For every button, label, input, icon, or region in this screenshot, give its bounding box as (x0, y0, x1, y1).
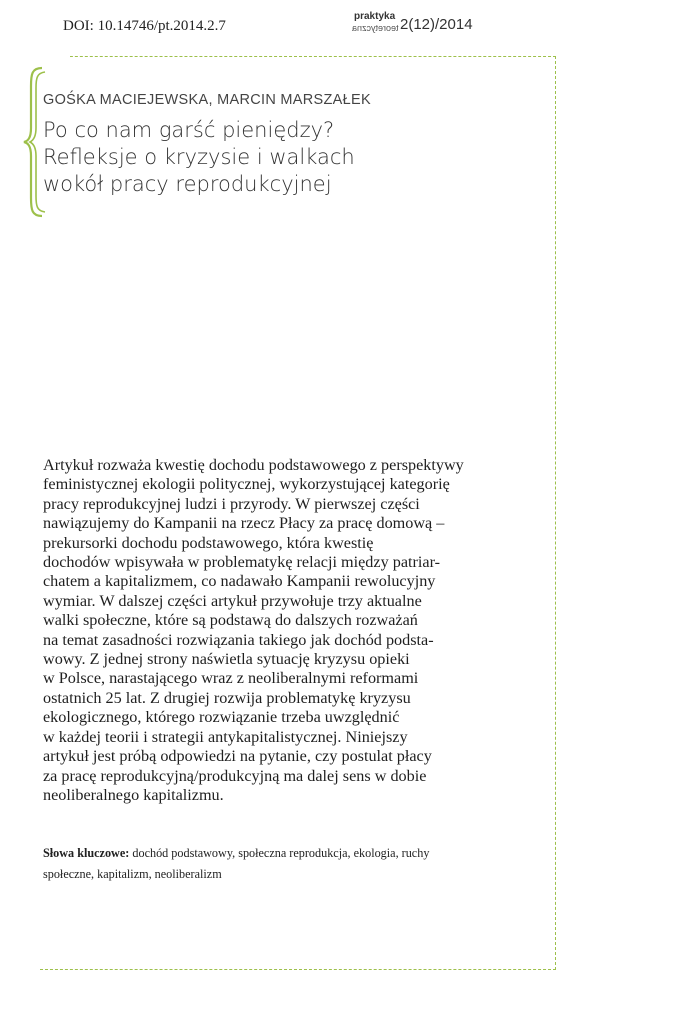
abstract-line: na temat zasadności rozwiązania takiego jak dochód podsta- (43, 630, 434, 649)
abstract-line: w każdej teorii i strategii antykapitalistycznej. Niniejszy (43, 727, 408, 746)
abstract-line: feministycznej ekologii politycznej, wykorzystującej kategorię (43, 475, 450, 494)
abstract-line: prekursorki dochodu podstawowego, która kwestię (43, 533, 374, 552)
abstract-line: ostatnich 25 lat. Z drugiej rozwija problematykę kryzysu (43, 688, 411, 707)
abstract-line: pracy reprodukcyjnej ludzi i przyrody. W pierwszej części (43, 494, 420, 513)
abstract-line: artykuł jest próbą odpowiedzi na pytanie, czy postulat płacy (43, 747, 432, 766)
doi-label: DOI: 10.14746/pt.2014.2.7 (63, 18, 226, 34)
keywords-line-2: społeczne, kapitalizm, neoliberalizm (43, 867, 222, 881)
abstract-line: za pracę reprodukcyjną/produkcyjną ma dalej sens w dobie (43, 766, 427, 785)
abstract-line: chatem a kapitalizmem, co nadawało Kampanii rewolucyjny (43, 572, 436, 591)
abstract-line: nawiązujemy do Kampanii na rzecz Płacy za pracę domową – (43, 514, 445, 533)
title-line: Refleksje o kryzysie i walkach (43, 145, 355, 169)
journal-logo (352, 11, 472, 39)
keywords (43, 843, 483, 885)
abstract-line: wymiar. W dalszej części artykuł przywołuje trzy aktualne (43, 591, 422, 610)
keywords-list-1: dochód podstawowy, społeczna reprodukcja, ekologia, ruchy (132, 846, 430, 860)
abstract-line: wowy. Z jednej strony naświetla sytuację kryzysu opieki (43, 650, 410, 669)
abstract-line: ekologicznego, którego rozwiązanie trzeba uwzględnić (43, 708, 400, 727)
abstract-line: Artykuł rozważa kwestię dochodu podstawowego z perspektywy (43, 456, 464, 474)
abstract (43, 456, 483, 805)
abstract-line: dochodów wpisywała w problematykę relacji między patriar- (43, 553, 441, 572)
article-authors: GOŚKA MACIEJEWSKA, MARCIN MARSZAŁEK (43, 92, 371, 108)
article-title (43, 117, 443, 198)
journal-name: praktyka (354, 11, 396, 22)
title-line: wokół pracy reprodukcyjnej (43, 172, 332, 196)
abstract-line: walki społeczne, które są podstawą do dalszych rozważań (43, 611, 418, 630)
abstract-line: w Polsce, narastającego wraz z neoliberalnymi reformami (43, 669, 419, 688)
abstract-line: neoliberalnego kapitalizmu. (43, 785, 224, 804)
issue-number: 2(12)/2014 (400, 16, 473, 33)
journal-subtitle: teoretyczna (352, 23, 399, 33)
title-line: Po co nam garść pieniędzy? (43, 118, 335, 142)
keywords-line-1 (43, 843, 483, 864)
keywords-label: Słowa kluczowe: (43, 846, 130, 860)
